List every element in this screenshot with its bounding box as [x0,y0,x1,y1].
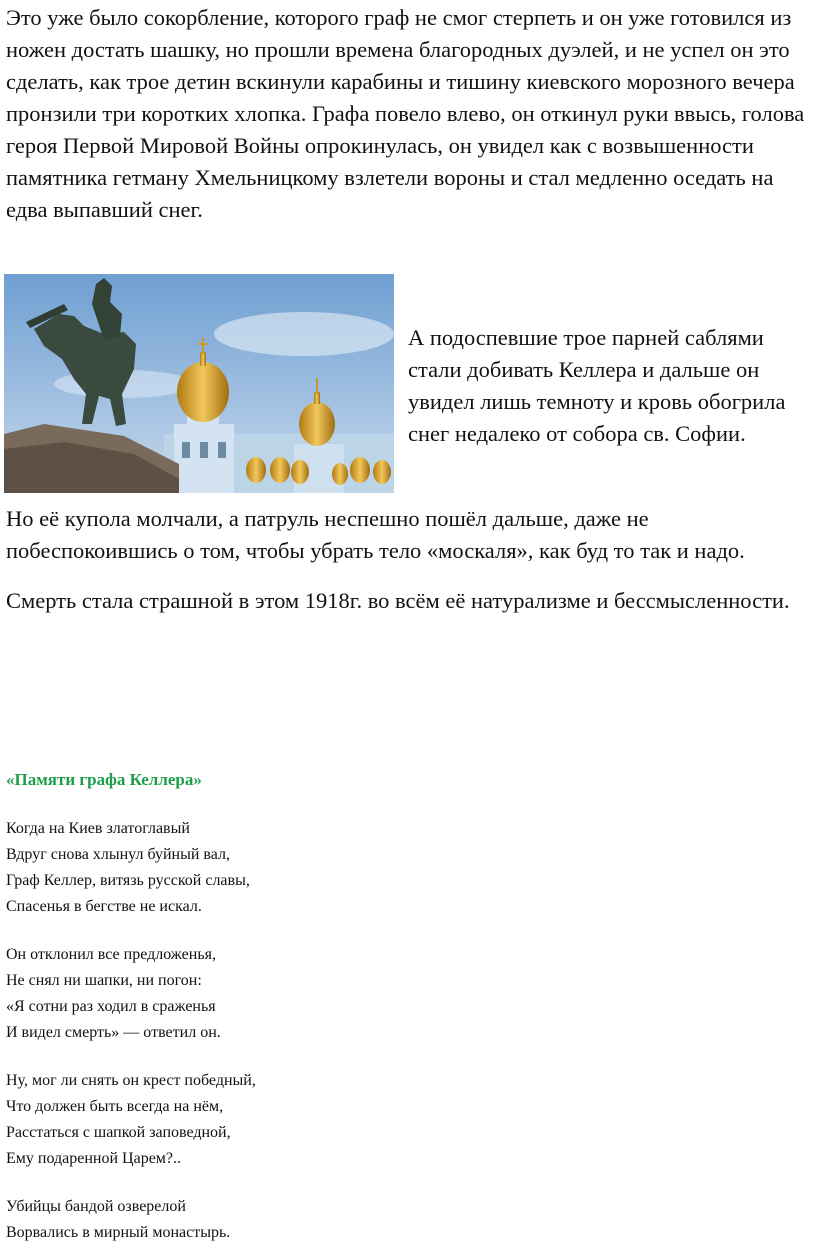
poem-line: Спасенья в бегстве не искал. [6,898,202,915]
poem-stanza-2 [6,942,221,1046]
poem-line: Не снял ни шапки, ни погон: [6,972,202,989]
poem-stanza-4 [6,1194,230,1246]
poem-line: Расстаться с шапкой заповедной, [6,1124,231,1141]
poem-line: Когда на Киев златоглавый [6,820,190,837]
poem-line: Вдруг снова хлынул буйный вал, [6,846,230,863]
side-paragraph: А подоспевшие трое парней саблями стали добивать Келлера и дальше он увидел лишь темноту и кровь обогрила снег недалеко от собора св. Софии. [408,325,786,446]
poem-line: Он отклонил все предложенья, [6,946,216,963]
poem-line: «Я сотни раз ходил в сраженья [6,998,216,1015]
poem-line: Граф Келлер, витязь русской славы, [6,872,250,889]
poem-line: Убийцы бандой озверелой [6,1198,186,1215]
poem-line: Ему подаренной Царем?.. [6,1150,182,1167]
poem-stanza-1 [6,816,250,920]
paragraph-3: Смерть стала страшной в этом 1918г. во всём её натурализме и бессмысленности. [6,588,790,613]
photo-illustration [4,274,394,493]
poem-line: Ну, мог ли снять он крест победный, [6,1072,256,1089]
poem-line: Что должен быть всегда на нём, [6,1098,224,1115]
paragraph-1: Это уже было сокорбление, которого граф не смог стерпеть и он уже готовился из ножен достать шашку, но прошли времена благородных дуэлей, и не успел он это сделать, как трое детин вскинули карабины и тишину киевского морозного вечера пронзили три коротких хлопка. Графа повело влево, он откинул руки ввысь, голова героя Первой Мировой Войны опрокинулась, он увидел как с возвышенности памятника гетману Хмельницкому взлетели вороны и стал медленно оседать на едва выпавший снег. [6,5,805,222]
poem-title: «Памяти графа Келлера» [6,770,202,789]
poem-line: Ворвались в мирный монастырь. [6,1224,231,1241]
poem-line: И видел смерть» — ответил он. [6,1024,221,1041]
kyiv-monument-photo [4,274,394,493]
poem-stanza-3 [6,1068,256,1172]
paragraph-2: Но её купола молчали, а патруль неспешно пошёл дальше, даже не побеспокоившись о том, чтобы убрать тело «москаля», как буд то так и надо. [6,506,745,563]
